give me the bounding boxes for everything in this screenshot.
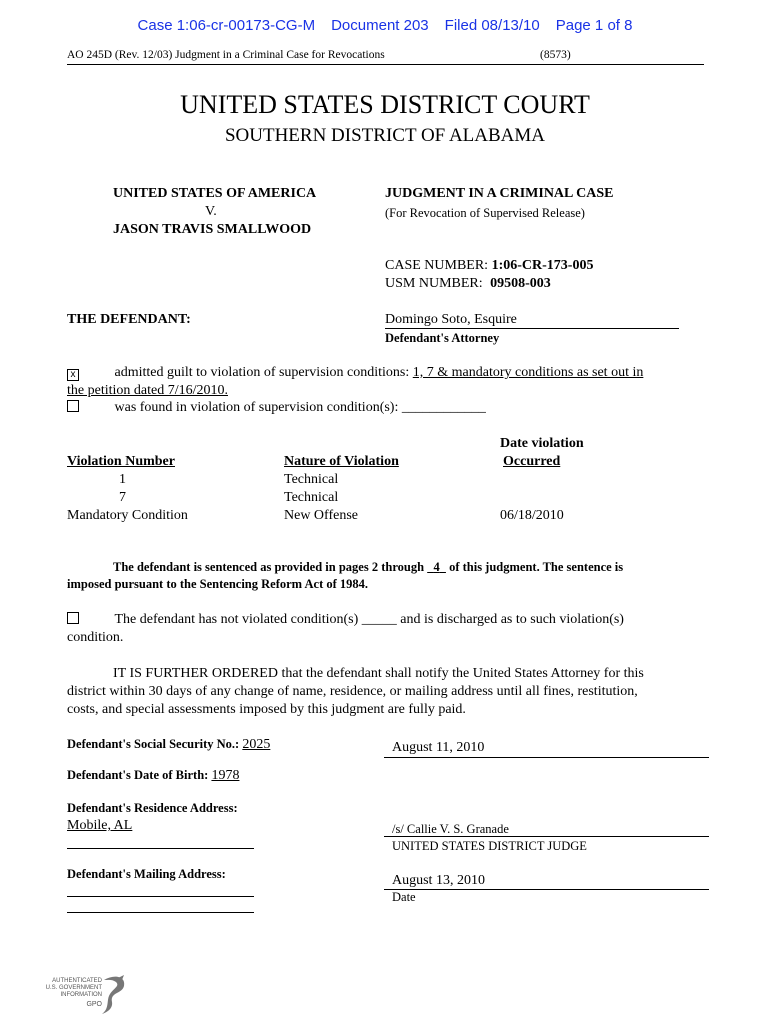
not-violated-checkbox[interactable] [67, 612, 79, 624]
ssn-label: Defendant's Social Security No.: [67, 737, 240, 751]
not-violated-row [67, 612, 624, 628]
violation-number: Mandatory Condition [67, 508, 188, 523]
eagle-icon [100, 972, 130, 1016]
usm-number-row [385, 276, 551, 292]
admitted-checkbox[interactable]: x [67, 369, 79, 381]
plaintiff: UNITED STATES OF AMERICA [113, 186, 317, 201]
form-title: AO 245D (Rev. 12/03) Judgment in a Criminal Case for Revocations [67, 49, 385, 61]
ordered-line-3: costs, and special assessments imposed by this judgment are fully paid. [67, 702, 466, 717]
found-text: was found in violation of supervision condition(s): ____________ [114, 400, 486, 415]
stamp-case: Case 1:06-cr-00173-CG-M [137, 17, 316, 34]
residence-line [67, 848, 254, 849]
dob-label: Defendant's Date of Birth: [67, 768, 209, 782]
gpo-text-4: GPO [86, 1001, 102, 1008]
found-row [67, 400, 486, 416]
violation-number: 7 [119, 490, 126, 505]
gpo-authentication-seal [32, 968, 132, 1018]
found-checkbox[interactable] [67, 400, 79, 412]
sentence-pages: 4 [433, 560, 440, 574]
versus: V. [205, 204, 217, 219]
mailing-line-2 [67, 912, 254, 913]
defendant-heading: THE DEFENDANT: [67, 312, 191, 327]
attorney-name: Domingo Soto, Esquire [385, 312, 679, 329]
defendant-name: JASON TRAVIS SMALLWOOD [113, 222, 312, 237]
judge-signature: /s/ Callie V. S. Granade [392, 822, 509, 836]
gpo-text-1: AUTHENTICATED [52, 978, 102, 984]
usm-number-label: USM NUMBER: [385, 276, 483, 291]
col-date-header-2: Occurred [503, 454, 561, 469]
case-number-label: CASE NUMBER: [385, 258, 489, 273]
violation-nature: Technical [284, 490, 339, 505]
ordered-line-1: IT IS FURTHER ORDERED that the defendant shall notify the United States Attorney for this [113, 666, 644, 681]
filing-stamp [0, 17, 770, 34]
admitted-text: admitted guilt to violation of supervision conditions: [114, 365, 410, 380]
ssn-value: 2025 [242, 737, 271, 752]
sentence-part-1: The defendant is sentenced as provided in pages 2 through [113, 560, 425, 574]
not-violated-text: The defendant has not violated condition(s) _____ and is discharged as to such violation(s) [114, 612, 624, 627]
usm-number: 09508-003 [490, 276, 551, 291]
dob-value: 1978 [211, 768, 240, 783]
header-rule [67, 64, 704, 65]
stamp-filed: Filed 08/13/10 [444, 17, 540, 34]
ssn-row [67, 737, 270, 753]
judgment-subtitle: (For Revocation of Supervised Release) [385, 206, 585, 220]
sentence-part-2: of this judgment. The sentence is [449, 560, 624, 574]
date-label: Date [392, 890, 416, 904]
mailing-label: Defendant's Mailing Address: [67, 867, 226, 881]
court-name: UNITED STATES DISTRICT COURT [180, 90, 590, 119]
judge-title: UNITED STATES DISTRICT JUDGE [392, 839, 587, 853]
gpo-text-2: U.S. GOVERNMENT [45, 985, 102, 991]
not-violated-cont: condition. [67, 630, 124, 645]
sentence-line-1 [113, 560, 623, 575]
sentence-line-2: imposed pursuant to the Sentencing Reform Act of 1984. [67, 577, 369, 591]
form-code: (8573) [540, 49, 571, 61]
residence-label: Defendant's Residence Address: [67, 801, 238, 815]
violation-date: 06/18/2010 [500, 508, 564, 523]
residence-value: Mobile, AL [67, 818, 133, 833]
court-district: SOUTHERN DISTRICT OF ALABAMA [224, 125, 546, 146]
stamp-page: Page 1 of 8 [555, 17, 633, 34]
admitted-row [67, 365, 643, 381]
mailing-line-1 [67, 896, 254, 897]
col-number-header: Violation Number [67, 454, 175, 469]
col-nature-header: Nature of Violation [284, 454, 399, 469]
judgment-title: JUDGMENT IN A CRIMINAL CASE [385, 186, 614, 201]
attorney-label: Defendant's Attorney [385, 331, 500, 345]
signed-date-line [384, 889, 709, 890]
violation-nature: New Offense [284, 508, 358, 523]
violation-nature: Technical [284, 472, 339, 487]
dob-row [67, 768, 239, 784]
imposition-date: August 11, 2010 [392, 740, 485, 755]
violation-number: 1 [119, 472, 126, 487]
gpo-text-3: INFORMATION [60, 992, 102, 998]
case-number-row [385, 258, 593, 274]
ordered-line-2: district within 30 days of any change of name, residence, or mailing address until all fines, restitution, [67, 684, 638, 699]
admitted-conditions-cont: the petition dated 7/16/2010. [67, 383, 228, 398]
col-date-header-1: Date violation [500, 436, 584, 451]
imposition-date-line [384, 757, 709, 758]
stamp-document: Document 203 [331, 17, 429, 34]
judge-signature-line [384, 836, 709, 837]
admitted-conditions: 1, 7 & mandatory conditions as set out in [412, 365, 644, 380]
signed-date: August 13, 2010 [392, 873, 485, 888]
case-number: 1:06-CR-173-005 [491, 258, 594, 273]
